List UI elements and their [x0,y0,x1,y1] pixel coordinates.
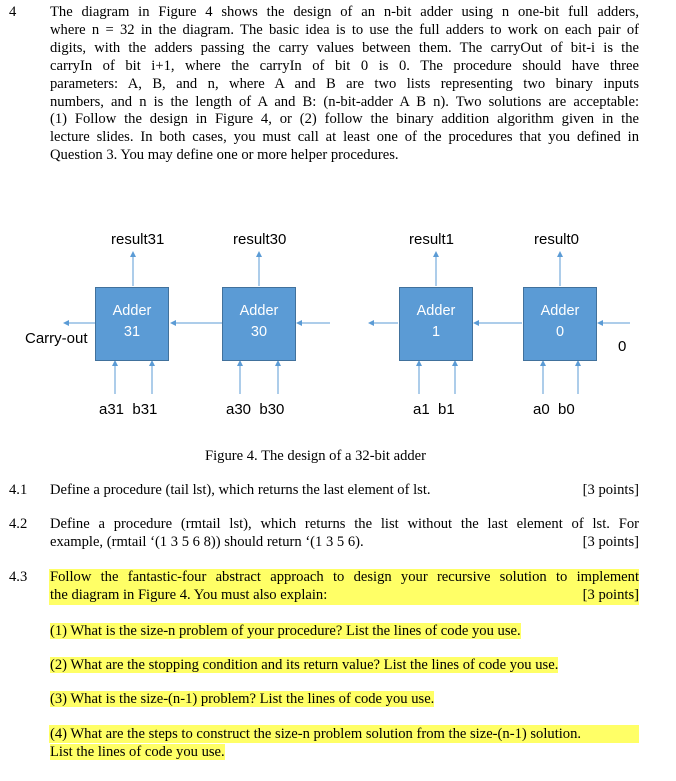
explain-line: (1) What is the size-n problem of your procedure? List the lines of code you use. [50,623,521,639]
explain-line: (4) What are the steps to construct the size-n problem solution from the size-(n-1) solution. [50,726,582,742]
adder-box [523,287,597,361]
figure-caption: Figure 4. The design of a 32-bit adder [205,448,427,464]
subquestion-line: Define a procedure (tail lst), which returns the last element of lst. [50,482,431,498]
adder-box [95,287,169,361]
input-label: a1 b1 [413,401,455,418]
adder-index: 0 [555,324,565,340]
explain-item [50,656,558,674]
question-line: carryIn of bit i+1, where the carryIn of bit 0 is 0. The procedure should have three [50,57,639,74]
input-label: a31 b31 [99,401,158,418]
adder-box [222,287,296,361]
subquestion-text [50,569,639,605]
question-line: numbers, and n is the length of A and B: (n-bit-adder A B n). Two solutions are acceptable: [50,93,639,110]
adder-title: Adder [540,303,580,319]
question-line: parameters: A, B, and n, where A and B are two lists representing two binary inputs [50,75,639,92]
question-number: 4 [9,4,17,20]
subquestion-line: Define a procedure (rmtail lst), which returns the list without the last element of lst. For [50,516,639,532]
result-label: result0 [534,231,580,248]
explain-line: (2) What are the stopping condition and its return value? List the lines of code you use. [50,657,559,673]
adder-title: Adder [239,303,279,319]
points-label: [3 points] [582,587,639,603]
subquestion-number: 4.2 [9,516,28,532]
question-line: digits, with the adders passing the carry values between them. The carryOut of bit-i is the [50,39,639,56]
subquestion-number: 4.1 [9,482,28,498]
adder-index: 1 [431,324,441,340]
question-line: (1) Follow the design in Figure 4, or (2) follow the binary addition algorithm given in the [50,111,639,128]
question-line: The diagram in Figure 4 shows the design of an n-bit adder using n one-bit full adders, [50,4,639,20]
subquestion-text [50,516,639,552]
result-label: result30 [233,231,287,248]
result-label: result31 [111,231,165,248]
explain-item [50,690,434,708]
carry-in-label: 0 [618,338,627,355]
subquestion-line: Follow the fantastic-four abstract approach to design your recursive solution to implement [50,569,639,585]
question-line: Question 3. You may define one or more helper procedures. [50,147,399,164]
subquestion-number: 4.3 [9,569,28,585]
carry-out-label: Carry-out [25,330,88,347]
adder-title: Adder [416,303,456,319]
explain-item [50,622,521,640]
explain-line: (3) What is the size-(n-1) problem? List the lines of code you use. [50,691,435,707]
explain-line: List the lines of code you use. [50,744,225,760]
subquestion-line: the diagram in Figure 4. You must also explain: [50,586,328,603]
question-line: where n = 32 in the diagram. The basic idea is to use the full adders to work on each pair of [50,21,639,38]
adder-box [399,287,473,361]
subquestion-text [50,482,639,500]
points-label: [3 points] [582,534,639,550]
adder-index: 31 [123,324,141,340]
result-label: result1 [409,231,455,248]
input-label: a30 b30 [226,401,285,418]
explain-item [50,725,581,761]
input-label: a0 b0 [533,401,575,418]
adder-title: Adder [112,303,152,319]
question-line: lecture slides. In both cases, you must call at least one of the procedures that you defined in [50,129,639,146]
adder-index: 30 [250,324,268,340]
points-label: [3 points] [582,482,639,498]
subquestion-line: example, (rmtail ‘(1 3 5 6 8)) should return ‘(1 3 5 6). [50,533,364,550]
